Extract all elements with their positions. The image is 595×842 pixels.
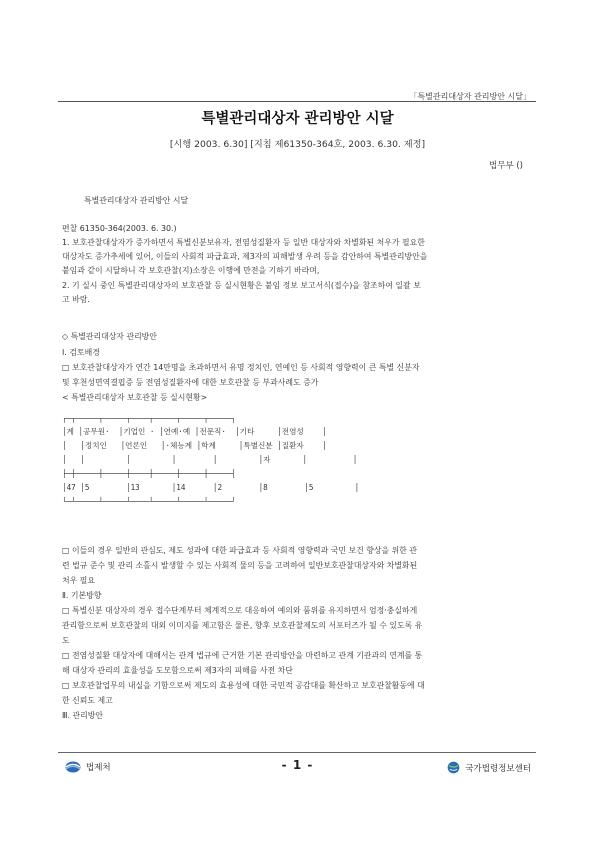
bullet-3-line-3: 도 xyxy=(62,636,70,645)
table-header-row-3: │ │ │ │ │ │자 │ │ xyxy=(62,455,358,464)
table-border-mid: ├─┼─────┼─────┼────┼─────┼─────┼─────┤ xyxy=(62,469,236,478)
bullet-5-line-1: □ 보호관찰업무의 내실을 기함으로써 제도의 효용성에 대한 국민적 공감대를 확산하고 보호관찰활동에 대 xyxy=(62,681,425,690)
bullet-3-line-2: 관리함으로써 보호관찰의 대외 이미지를 제고함은 물론, 향후 보호관찰제도의 서포터즈가 될 수 있도록 유 xyxy=(62,621,423,630)
reference-number: 편찰 61350-364(2003. 6. 30.) xyxy=(62,224,177,233)
table-border-top: ┌─┬─────┬─────┬────┬─────┬─────┬─────┐ xyxy=(62,414,236,423)
section-2-heading: Ⅱ. 기본방향 xyxy=(62,591,102,600)
section-header: ◇ 특별관리대상자 관리방안 xyxy=(62,332,157,341)
bullet-2-line-2: 련 법규 준수 및 관리 소홀시 발생할 수 있는 사회적 물의 등을 고려하여 일반보호관찰대상자와 차별화된 xyxy=(62,561,418,570)
paragraph-2-line-2: 고 바람. xyxy=(62,295,90,304)
paragraph-2-line-1: 2. 기 실시 중인 특별관리대상자의 보호관찰 등 실시현황은 붙임 정보 보고서식(접수)을 참조하여 일괄 보 xyxy=(62,281,421,290)
table-header-row-1: │계 │공무원· │기업인 · │연예·예 │전문직· │기타 │전염성 │ xyxy=(62,427,327,436)
bullet-4-line-2: 해 대상자 관리의 효율성을 도모함으로써 제3자의 피해를 사전 차단 xyxy=(62,666,293,675)
paragraph-1-line-2: 대상자도 증가추세에 있어, 이들의 사회적 파급효과, 제3자의 피해발생 우려 등을 감안하여 특별관리방안을 xyxy=(62,252,428,261)
bullet-2-line-3: 처우 필요 xyxy=(62,576,95,585)
footer-left-label: 법제처 xyxy=(86,763,111,773)
paragraph-1-line-3: 붙임과 같이 시달하니 각 보호관찰(지)소장은 이행에 만전을 기하기 바라며, xyxy=(62,266,320,275)
enforcement-info: [시행 2003. 6.30] [지침 제61350-364호, 2003. 6.30. 제정] xyxy=(169,139,426,150)
footer-rule xyxy=(58,752,536,753)
table-header-row-2: │ │정치인 │언론인 │·체능계 │학계 │특별신분 │질환자 │ xyxy=(62,441,327,450)
page-title: 특별관리대상자 관리방안 시달 xyxy=(201,111,394,127)
footer-right-label: 국가법령정보센터 xyxy=(465,763,531,774)
table-border-bottom: └─┴─────┴─────┴────┴─────┴─────┴─────┘ xyxy=(62,497,236,506)
footer-right xyxy=(447,761,531,774)
globe-icon xyxy=(447,761,460,774)
section-3-heading: Ⅲ. 관리방안 xyxy=(62,711,103,720)
ministry-label: 법무부 () xyxy=(489,161,523,171)
header-tag: 「특별관리대상자 관리방안 시달」 xyxy=(409,92,531,101)
header-rule xyxy=(58,101,536,102)
bullet-2-line-1: □ 이들의 경우 일반의 관심도, 제도 성과에 대한 파급효과 등 사회적 영향력과 국민 보건 향상을 위한 관 xyxy=(62,546,417,555)
table-data-row: │47 │5 │13 │14 │2 │8 │5 │ xyxy=(62,483,360,492)
bullet-3-line-1: □ 특별신분 대상자의 경우 접수단계부터 체계적으로 대응하여 예의와 품위를 유지하면서 엄정·충실하게 xyxy=(62,606,418,615)
bullet-5-line-2: 한 신뢰도 제고 xyxy=(62,696,113,705)
page-number: - 1 - xyxy=(281,758,314,772)
bullet-1-line-2: 및 후천성면역결핍증 등 전염성질환자에 대한 보호관찰 등 부과사례도 증가 xyxy=(62,378,319,387)
doc-title: 특별관리대상자 관리방안 시달 xyxy=(84,196,189,205)
table-caption: < 특별관리대상자 보호관찰 등 실시현황> xyxy=(62,393,208,402)
section-1-heading: Ⅰ. 검토배경 xyxy=(62,348,100,357)
bullet-1-line-1: □ 보호관찰대상자가 연간 14만명을 초과하면서 유명 정치인, 연예인 등 사회적 영향력이 큰 특별 신분자 xyxy=(62,363,420,372)
paragraph-1-line-1: 1. 보호관찰대상자가 증가하면서 특별신분보유자, 전염성질환자 등 일반 대상자와 차별화된 처우가 필요한 xyxy=(62,238,425,247)
bullet-4-line-1: □ 전염성질환 대상자에 대해서는 관계 법규에 근거한 기본 관리방안을 마련하고 관계 기관과의 연계를 통 xyxy=(62,651,423,660)
